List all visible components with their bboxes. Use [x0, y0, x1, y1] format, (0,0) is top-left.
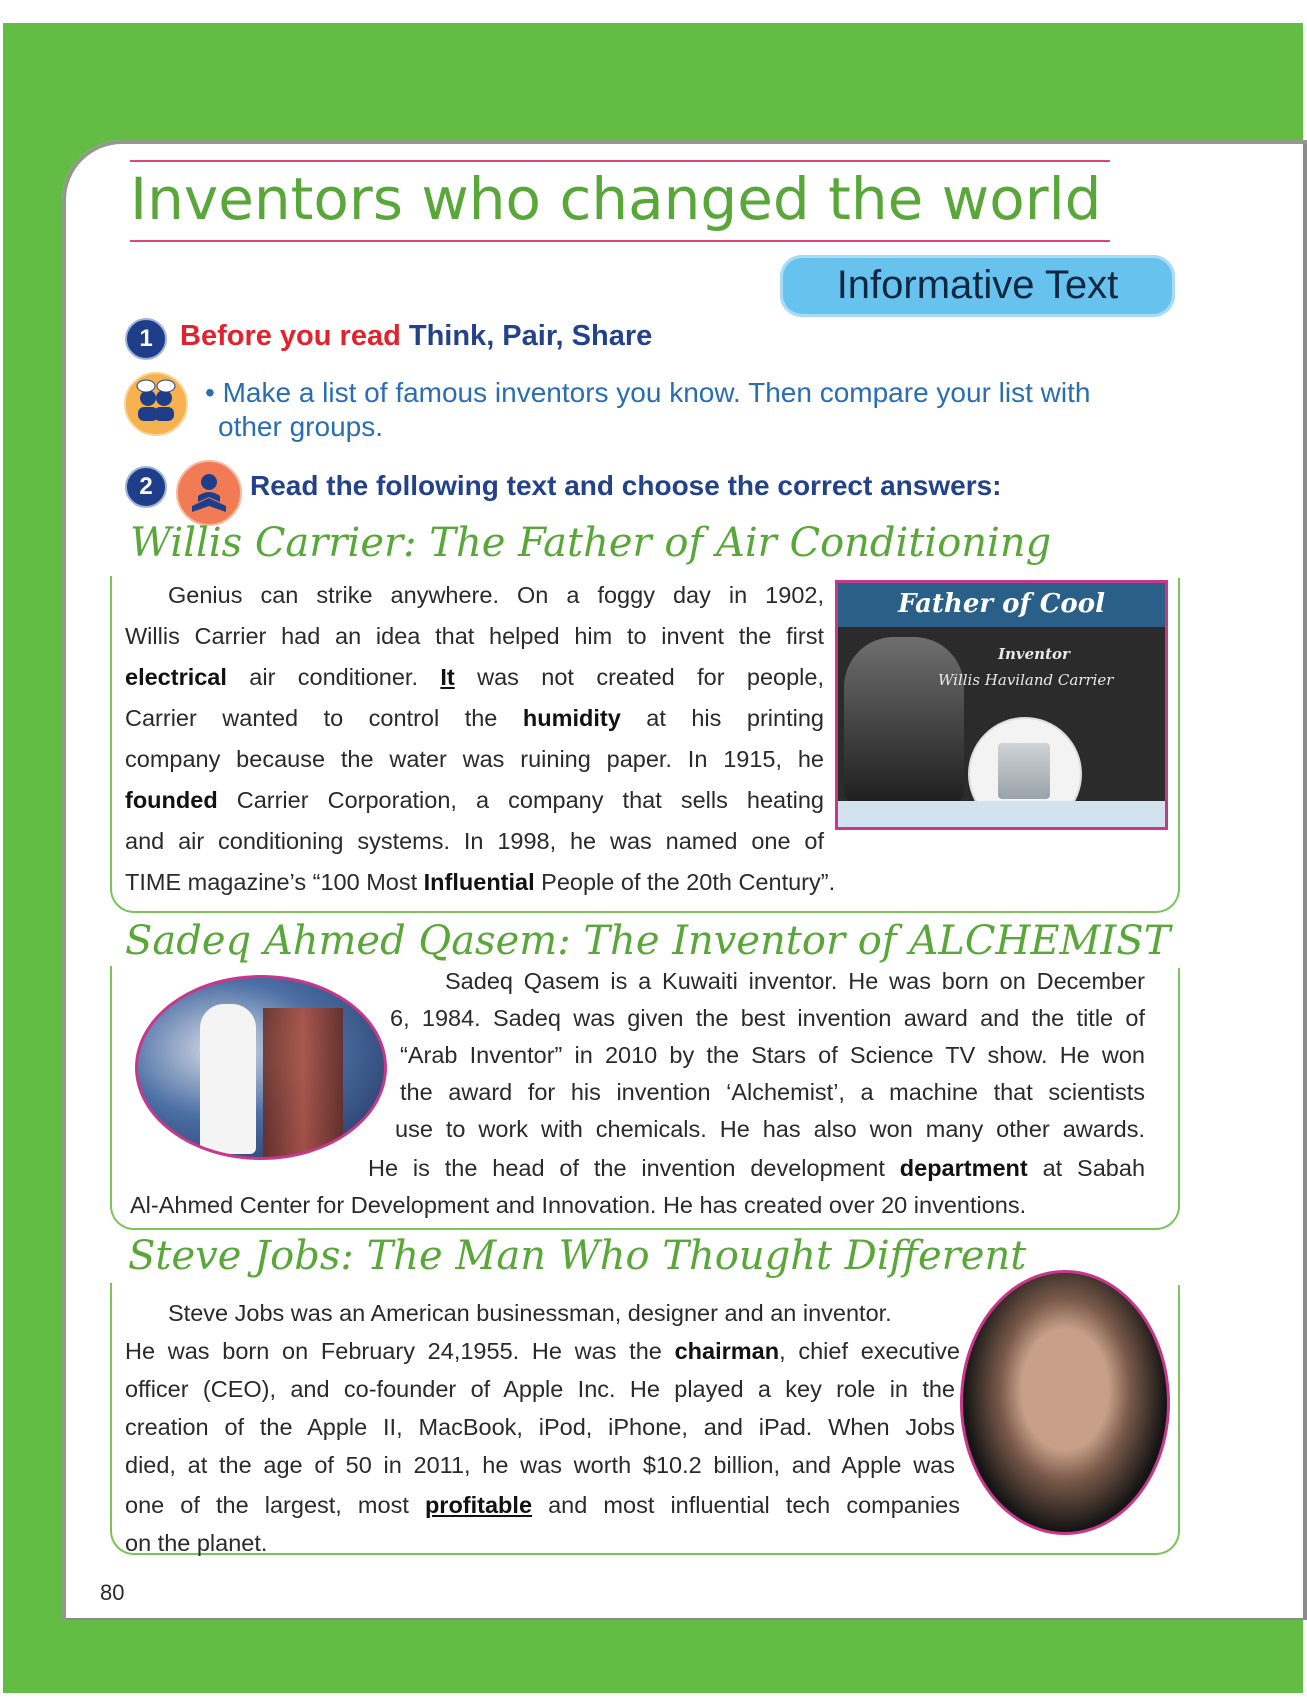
jobs-photo [960, 1270, 1170, 1535]
air-conditioner-unit [998, 743, 1050, 799]
jobs-line-1: Steve Jobs was an American businessman, designer and an inventor. [168, 1300, 892, 1326]
sadeq-photo [135, 975, 387, 1160]
instruction-line-1: • Make a list of famous inventors you know. Then compare your list with [205, 377, 1091, 408]
sadeq-line-3: “Arab Inventor” in 2010 by the Stars of Science TV show. He won [400, 1042, 1145, 1068]
carrier-card-title: Father of Cool [898, 589, 1105, 619]
step-2-number: 2 [125, 466, 167, 508]
reading-icon [176, 460, 242, 526]
carrier-portrait [844, 637, 964, 802]
jobs-line-6: one of the largest, most profitable and most influential tech companies [125, 1492, 960, 1518]
carrier-line-6: founded Carrier Corporation, a company that sells heating [125, 787, 824, 813]
step-1-number: 1 [125, 318, 167, 360]
carrier-line-3: electrical air conditioner. It was not created for people, [125, 664, 825, 690]
carrier-card-name: Willis Haviland Carrier [938, 671, 1114, 689]
title-rule-bottom [130, 240, 1110, 242]
jobs-line-2: He was born on February 24,1955. He was the chairman, chief executive [125, 1338, 960, 1364]
sadeq-line-7: Al-Ahmed Center for Development and Innovation. He has created over 20 inventions. [130, 1192, 1027, 1218]
carrier-heading: Willis Carrier: The Father of Air Conditioning [130, 520, 1052, 566]
step-2-instruction: Read the following text and choose the correct answers: [250, 470, 1002, 501]
carrier-image [835, 580, 1168, 830]
sadeq-figure [200, 1004, 256, 1154]
jobs-line-7: on the planet. [125, 1530, 268, 1556]
carrier-card-header [838, 583, 1165, 627]
step-1-heading [180, 320, 652, 353]
carrier-line-2: Willis Carrier had an idea that helped him to invent the first [125, 623, 824, 649]
text-type-badge [780, 255, 1175, 317]
sadeq-line-6: He is the head of the invention development department at Sabah [368, 1155, 1146, 1181]
jobs-line-3: officer (CEO), and co-founder of Apple Inc. He played a key role in the [125, 1376, 955, 1402]
step-1-before: Before you read [180, 320, 401, 352]
carrier-line-7: and air conditioning systems. In 1998, he was named one of [125, 828, 824, 854]
title-rule-top [130, 160, 1110, 162]
carrier-card-label: Inventor [998, 645, 1070, 663]
carrier-line-4: Carrier wanted to control the humidity at his printing [125, 705, 824, 731]
sadeq-line-5: use to work with chemicals. He has also won many other awards. [395, 1116, 1145, 1142]
sadeq-line-2: 6, 1984. Sadeq was given the best invention award and the title of [390, 1005, 1145, 1031]
badge-label: Informative Text [836, 263, 1119, 307]
jobs-heading: Steve Jobs: The Man Who Thought Different [128, 1233, 1027, 1279]
page-number: 80 [100, 1580, 125, 1605]
alchemist-machine [263, 1008, 343, 1158]
carrier-card-footer [838, 801, 1165, 827]
carrier-line-8: TIME magazine’s “100 Most Influential People of the 20th Century”. [125, 869, 836, 895]
sadeq-heading: Sadeq Ahmed Qasem: The Inventor of ALCHEMIST [125, 918, 1171, 964]
sadeq-line-4: the award for his invention ‘Alchemist’, a machine that scientists [400, 1079, 1145, 1105]
pair-share-instruction [205, 376, 1185, 444]
jobs-line-4: creation of the Apple II, MacBook, iPod, iPhone, and iPad. When Jobs [125, 1414, 955, 1440]
page-title: Inventors who changed the world [130, 165, 1102, 233]
instruction-line-2: other groups. [218, 411, 383, 442]
sadeq-line-1: Sadeq Qasem is a Kuwaiti inventor. He was born on December [445, 968, 1145, 994]
carrier-line-5: company because the water was ruining paper. In 1915, he [125, 746, 824, 772]
step-1-rest: Think, Pair, Share [408, 320, 653, 352]
carrier-line-1: Genius can strike anywhere. On a foggy day in 1902, [168, 582, 824, 608]
jobs-line-5: died, at the age of 50 in 2011, he was worth $10.2 billion, and Apple was [125, 1452, 955, 1478]
pair-share-icon [124, 372, 188, 436]
